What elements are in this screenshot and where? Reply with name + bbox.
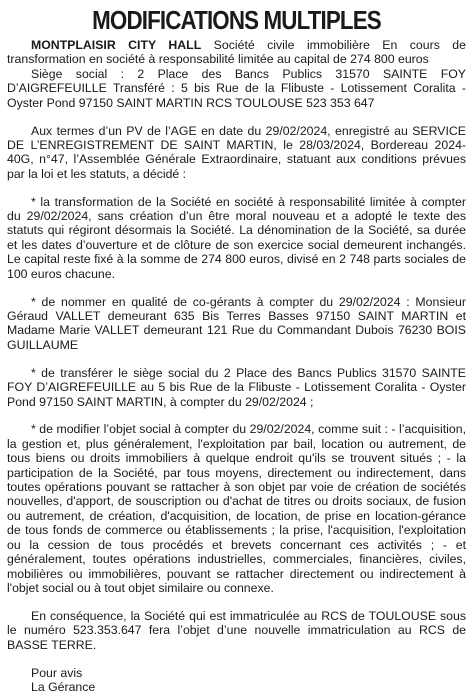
signature-management: La Gérance — [31, 679, 96, 694]
notice-title: MODIFICATIONS MULTIPLES — [92, 5, 381, 35]
signature-notice: Pour avis — [31, 665, 83, 680]
notice-body — [7, 38, 466, 694]
company-description: Société civile immobilière En cours de transformation en société à responsabilité limitée au capital de 274 800 euros — [7, 38, 466, 67]
registered-office: Siège social : 2 Place des Bancs Publics 31570 SAINTE FOY D’AIGREFEUILLE Transféré : 5 bis Rue de la Flibuste - Lotissement Coralita - Oyster Pond 97150 SAINT MARTIN RCS TOULOUSE 523 353 647 — [7, 66, 466, 110]
paragraph-co-managers: * de nommer en qualité de co-gérants à compter du 29/02/2024 : Monsieur Géraud VALLET demeurant 635 Bis Terres Basses 97150 SAINT MARTIN et Madame Marie VALLET demeurant 121 Rue du Commandant Dubois 76230 BOIS GUILLAUME — [7, 294, 466, 352]
paragraph-general-meeting: Aux termes d’un PV de l’AGE en date du 29/02/2024, enregistré au SERVICE DE L’ENREGISTREMENT DE SAINT MARTIN, le 28/03/2024, Bordereau 2024-40G, n°47, l’Assemblée Générale Extraordinaire, statuant aux conditions prévues par la loi et les statuts, a décidé : — [7, 123, 466, 181]
company-name: MONTPLAISIR CITY HALL — [31, 38, 202, 52]
paragraph-corporate-purpose: * de modifier l’objet social à compter du 29/02/2024, comme suit : - l’acquisition, la gestion et, plus généralement, l'exploitation par bail, location ou autrement, de tous biens ou droits immobiliers à quelque endroit qu'ils se trouvent situés ; - la participation de la Société, par tous moyens, directement ou indirectement, dans toutes opérations pouvant se rattacher à son objet par voie de création de sociétés nouvelles, d'apport, de souscription ou d'achat de titres ou droits sociaux, de fusion ou autrement, de création, d'acquisition, de location, de prise en location-gérance de tous fonds de commerce ou établissements ; la prise, l'acquisition, l'exploitation ou la cession de tous procédés et brevets concernant ces activités ; - et généralement, toutes opérations industrielles, commerciales, financières, civiles, mobilières ou immobilières, pouvant se rattacher directement ou indirectement à l'objet social ou à tout objet similaire ou connexe. — [7, 422, 466, 595]
paragraph-registration: En conséquence, la Société qui est immatriculée au RCS de TOULOUSE sous le numéro 523.353.647 fera l’objet d’une nouvelle immatriculation au RCS de BASSE TERRE. — [7, 608, 466, 652]
company-header — [7, 38, 466, 67]
paragraph-transformation: * la transformation de la Société en société à responsabilité limitée à compter du 29/02/2024, sans création d’un être moral nouveau et a adopté le texte des statuts qui régiront désormais la Société. La dénomination de la Société, sa durée et les dates d’ouverture et de clôture de son exercice social demeurent inchangés. Le capital reste fixé à la somme de 274 800 euros, divisé en 2 748 parts sociales de 100 euros chacune. — [7, 194, 466, 281]
paragraph-transfer-office: * de transférer le siège social du 2 Place des Bancs Publics 31570 SAINTE FOY D’AIGREFEUILLE au 5 bis Rue de la Flibuste - Lotissement Coralita - Oyster Pond 97150 SAINT MARTIN, à compter du 29/02/2024 ; — [7, 365, 466, 409]
